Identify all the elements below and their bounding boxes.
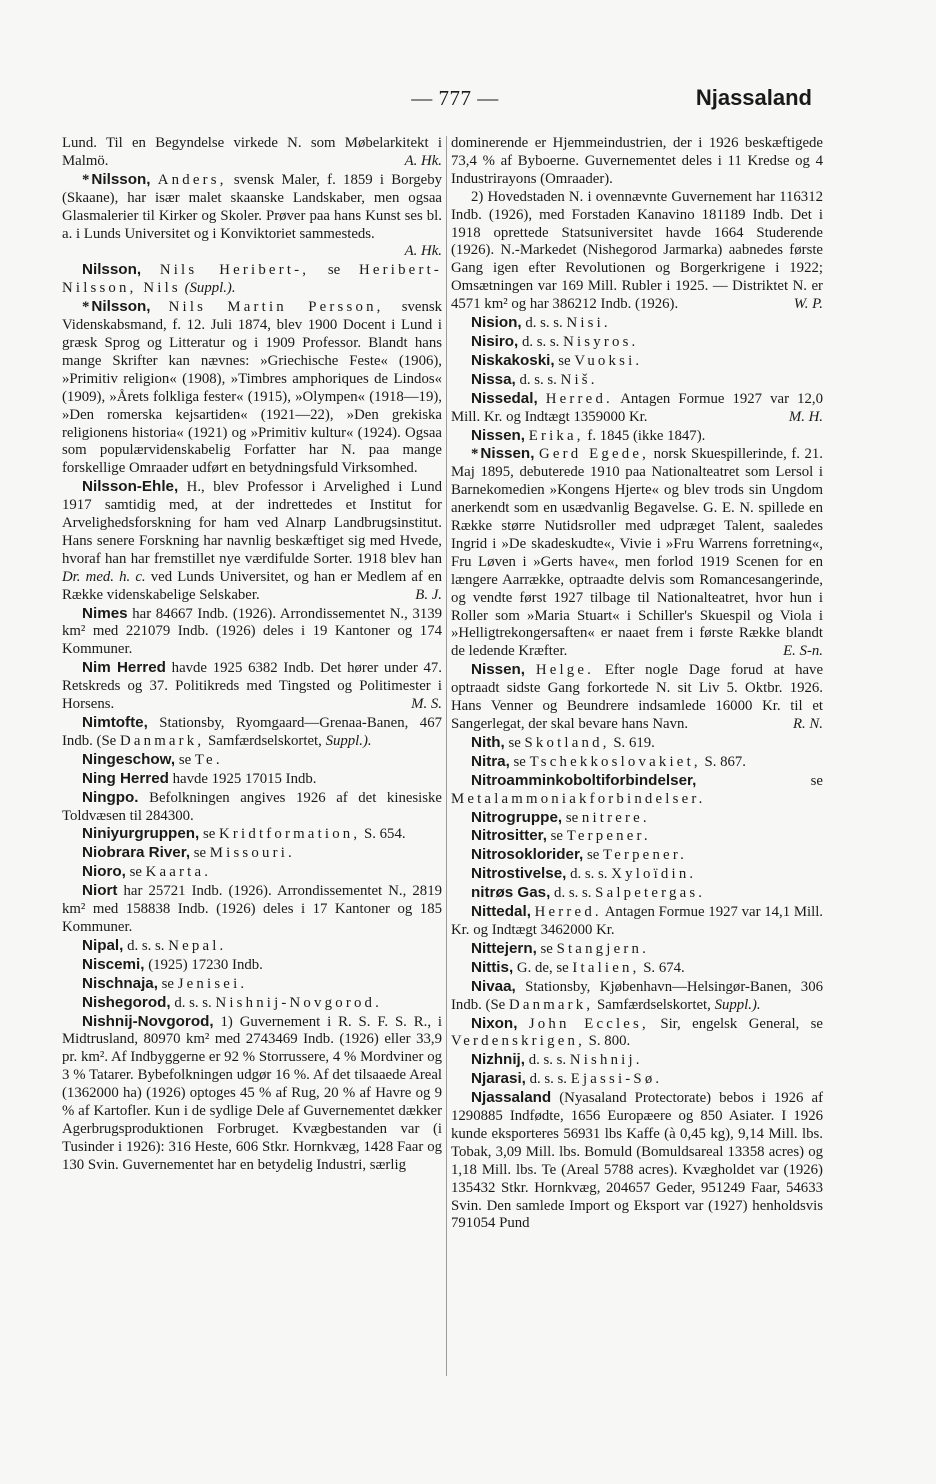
- entry-nissen-erika: Nissen, Erika, f. 1845 (ikke 1847).: [471, 426, 706, 444]
- entry-niscemi: Niscemi, (1925) 17230 Indb.: [82, 955, 263, 973]
- entry-njarasi: Njarasi, d. s. s. Ejassi-Sø.: [471, 1070, 663, 1088]
- entry-nisiro: Nisiro, d. s. s. Nisyros.: [471, 332, 639, 350]
- entry-nilsson-nils: Nilsson, Nils Heribert-, se Heribert-Nilsson, Nils (Suppl.).: [62, 261, 443, 297]
- entry-nimtofte: Nimtofte, Stationsby, Ryomgaard—Grenaa-Banen, 467 Indb. (Se Danmark, Samfærdselskortet, Suppl.).: [62, 714, 442, 749]
- entry-nissen-gerd: * Nissen, Gerd Egede, norsk Skuespillerinde, f. 21. Maj 1895, debuterede 1910 paa Nationalteatret som Lersol i Barnekomedien »Kongens Hjerte« og blev trods sin Ungdom anerkendt som en usædvanlig Begavelse. G. E. N. spillede en Række større Nutidsroller med udpræget Talent, saaledes Ingrid i »De skadeskudte«, Vivie i »Fru Warrens forretning«, Fru Løven i »Gerts have«, men forlod 1919 Scenen for en længere Aarrække, optraadte delvis som Romancesangerinde, og vendte først 1927 tilbage til Nationalteatret, hvor hun i Roller som »Maria Stuart« i Schiller's Skuespil og Viola i »Helligtrekongersaften« er naaet frem i første Række blandt de ledende Kræfter. E. S-n.: [451, 445, 824, 660]
- entry-nishnij-novgorod: Nishnij-Novgorod, 1) Guvernement i R. S. F. S. R., i Midtrusland, 80970 km² med 2743469 Indb. (1926) eller 33,9 pr. km². Af Indbyggerne er 92 % Storrussere, 4 % Mordviner og 3 % Tatarer. Bybefolkningen udgør 16 %. Af det tilsaaede Areal (1362000 ha) (1926) optoges 45 % af Rug, 20 % af Havre og 9 % af Kartofler. Kun i de sydlige Dele af Guvernementet dækker Agerbrugsproduktionen Forbruget. Kvægbestanden var (i Tusinder i 1926): 316 Heste, 606 Stkr. Hornkvæg, 1428 Faar og 130 Svin. Guvernementet har en betydelig Industri, særlig: [62, 1012, 442, 1173]
- entry-nitrogruppe: Nitrogruppe, se nitrere.: [471, 808, 650, 826]
- entry-nilsson-ehle: Nilsson-Ehle, H., blev Professor i Arvelighed i Lund 1917 samtidig med, at der indrettedes et Institut for Arvelighedsforskning for ham ved Alnarp Landbrugsinstitut. Hans senere Forskning har navnlig beskæftiget sig med Hvede, hvoraf han har fremstillet nye værdifulde Sorter. 1918 blev han Dr. med. h. c. ved Lunds Universitet, og han er Medlem af en Række videnskabelige Selskaber. B. J.: [62, 478, 443, 603]
- entry-nissa: Nissa, d. s. s. Niš.: [471, 370, 598, 388]
- entry-nizhnij: Nizhnij, d. s. s. Nishnij.: [471, 1051, 643, 1069]
- entry-nitrosoklorider: Nitrosoklorider, se Terpener.: [471, 846, 688, 864]
- entry-njassaland: Njassaland (Nyasaland Protectorate) bebos i 1926 af 1290885 Indfødte, 1656 Europæere og 850 Asiater. I 1926 kunde eksporteres 56931 lbs Kaffe (à 0,45 kg), 9,14 Mill. lbs. Tobak, 3,09 Mill. lbs. Bomuld (Bomuldsareal 13358 acres) og 1,18 Mill. lbs. Te (Areal 5788 acres). Kvægholdet var (1926) 135432 Stkr. Hornkvæg, 204657 Geder, 951249 Faar, 54633 Svin. Den samlede Import og Eksport var (1927) henholdsvis 791054 Pund: [451, 1089, 823, 1232]
- entry-nittedal: Nittedal, Herred. Antagen Formue 1927 var 14,1 Mill. Kr. og Indtægt 3462000 Kr.: [451, 903, 824, 938]
- entry-nitroamminkobolti: Nitroamminkoboltiforbindelser, se Metalammoniakforbindelser.: [451, 771, 823, 807]
- entry-nischnaja: Nischnaja, se Jenisei.: [82, 974, 248, 992]
- entry-niort: Niort har 25721 Indb. (1926). Arrondissementet N., 2819 km² med 158838 Indb. (1926) deles i 17 Kantoner og 185 Kommuner.: [62, 882, 442, 935]
- entry-nitros-gas: nitrøs Gas, d. s. s. Salpetergas.: [471, 884, 706, 902]
- left-column: [62, 135, 442, 1175]
- entry-nissen-helge: Nissen, Helge. Efter nogle Dage forud at have optraadt sidste Gang forkortede N. sit Liv 5. Oktbr. 1926. Hans Venner og Beundrere indsamlede 16000 Kr. til et Sangerlegat, der skal bevare hans Navn. R. N.: [451, 661, 824, 732]
- entry-ningeschow: Ningeschow, se Te.: [82, 750, 223, 768]
- entry-continuation-right: dominerende er Hjemmeindustrien, der i 1926 beskæftigede 73,4 % af Byboerne. Guvernementet deles i 11 Kredse og 4 Industrirayons (Omraader).: [451, 135, 823, 187]
- entry-nittis: Nittis, G. de, se Italien, S. 674.: [471, 958, 685, 976]
- entry-nision: Nision, d. s. s. Nisi.: [471, 314, 611, 332]
- page-number: — 777 —: [411, 86, 499, 110]
- entry-niniyurgruppen: Niniyurgruppen, se Kridtformation, S. 654.: [82, 825, 406, 843]
- entry-niobrara-river: Niobrara River, se Missouri.: [82, 844, 295, 862]
- entry-nilsson-anders: * Nilsson, Anders, svensk Maler, f. 1859 i Borgeby (Skaane), har især malet skaanske Landskaber, men ogsaa Glasmalerier til Kirker og Skoler. Prøver paa hans Kunst ses bl. a. i Lunds Universitet og i Konviktoriet sammesteds. A. Hk.: [62, 170, 442, 260]
- entry-continuation: Lund. Til en Begyndelse virkede N. som Møbelarkitekt i Malmö. A. Hk.: [62, 135, 442, 169]
- column-divider: [446, 136, 447, 1376]
- entry-nittejern: Nittejern, se Stangjern.: [471, 939, 649, 957]
- entry-nishnij-city: 2) Hovedstaden N. i ovennævnte Guvernement har 116312 Indb. (1926), med Forstaden Kanavino 181189 Indb. Det i 1918 oprettede Statsuniversitet havde 1664 Studerende (1926). N.-Markedet (Nishegorod Jarmarka) aabnedes første Gang igen efter Revolutionen og Borgerkrigene i 1922; Omsætningen var 169 Mill. Rubler i 1925. — Distriktet N. er 4571 km² og har 386212 Indb. (1926). W. P.: [451, 188, 823, 313]
- entry-nimes: Nimes har 84667 Indb. (1926). Arrondissementet N., 3139 km² med 221079 Indb. (1926) deles i 19 Kantoner og 174 Kommuner.: [62, 604, 443, 658]
- entry-nitrositter: Nitrositter, se Terpener.: [471, 827, 651, 845]
- entry-nixon: Nixon, John Eccles, Sir, engelsk General, se Verdenskrigen, S. 800.: [451, 1014, 823, 1050]
- entry-ning-herred: Ning Herred havde 1925 17015 Indb.: [82, 769, 317, 787]
- entry-nishegorod: Nishegorod, d. s. s. Nishnij-Novgorod.: [82, 993, 383, 1011]
- entry-nilsson-martin: * Nilsson, Nils Martin Persson, svensk Videnskabsmand, f. 12. Juli 1874, blev 1900 Docent i Lund i græsk Sprog og Litteratur og i 1909 Professor. Blandt hans mange Skrifter kan nævnes: »Griechische Feste« (1906), »Primitiv religion« (1908), »Timbres amphoriques de Lindos« (1909), »Årets folkliga fester« (1915), »Olympen« (1918—19), »Den romerska kejsartiden« (1921—22), »Den grekiska religionens historia« (1921) og »Primitiv kultur« (1924). Ogsaa som populærvidenskabelig Forfatter har N. paa mange forskellige Omraader udført en betydningsfuld Virksomhed.: [62, 298, 442, 477]
- right-column: [451, 135, 823, 1233]
- entry-nissedal: Nissedal, Herred. Antagen Formue 1927 var 12,0 Mill. Kr. og Indtægt 1359000 Kr. M. H.: [451, 389, 823, 425]
- entry-nipal: Nipal, d. s. s. Nepal.: [82, 936, 227, 954]
- running-head: Njassaland: [695, 85, 812, 110]
- entry-nim-herred: Nim Herred havde 1925 6382 Indb. Det hører under 47. Retskreds og 37. Politikreds med Tingsted og Politimester i Horsens. M. S.: [62, 659, 442, 713]
- entry-nith: Nith, se Skotland, S. 619.: [471, 733, 655, 751]
- entry-nitra: Nitra, se Tschekkoslovakiet, S. 867.: [471, 752, 747, 770]
- entry-nioro: Nioro, se Kaarta.: [82, 863, 212, 881]
- entry-nivaa: Nivaa, Stationsby, Kjøbenhavn—Helsingør-Banen, 306 Indb. (Se Danmark, Samfærdselskortet, Suppl.).: [451, 977, 823, 1013]
- entry-niskakoski: Niskakoski, se Vuoksi.: [471, 351, 643, 369]
- entry-nitrostivelse: Nitrostivelse, d. s. s. Xyloïdin.: [471, 865, 697, 883]
- entry-ningpo: Ningpo. Befolkningen angives 1926 af det kinesiske Toldvæsen til 284300.: [62, 788, 442, 824]
